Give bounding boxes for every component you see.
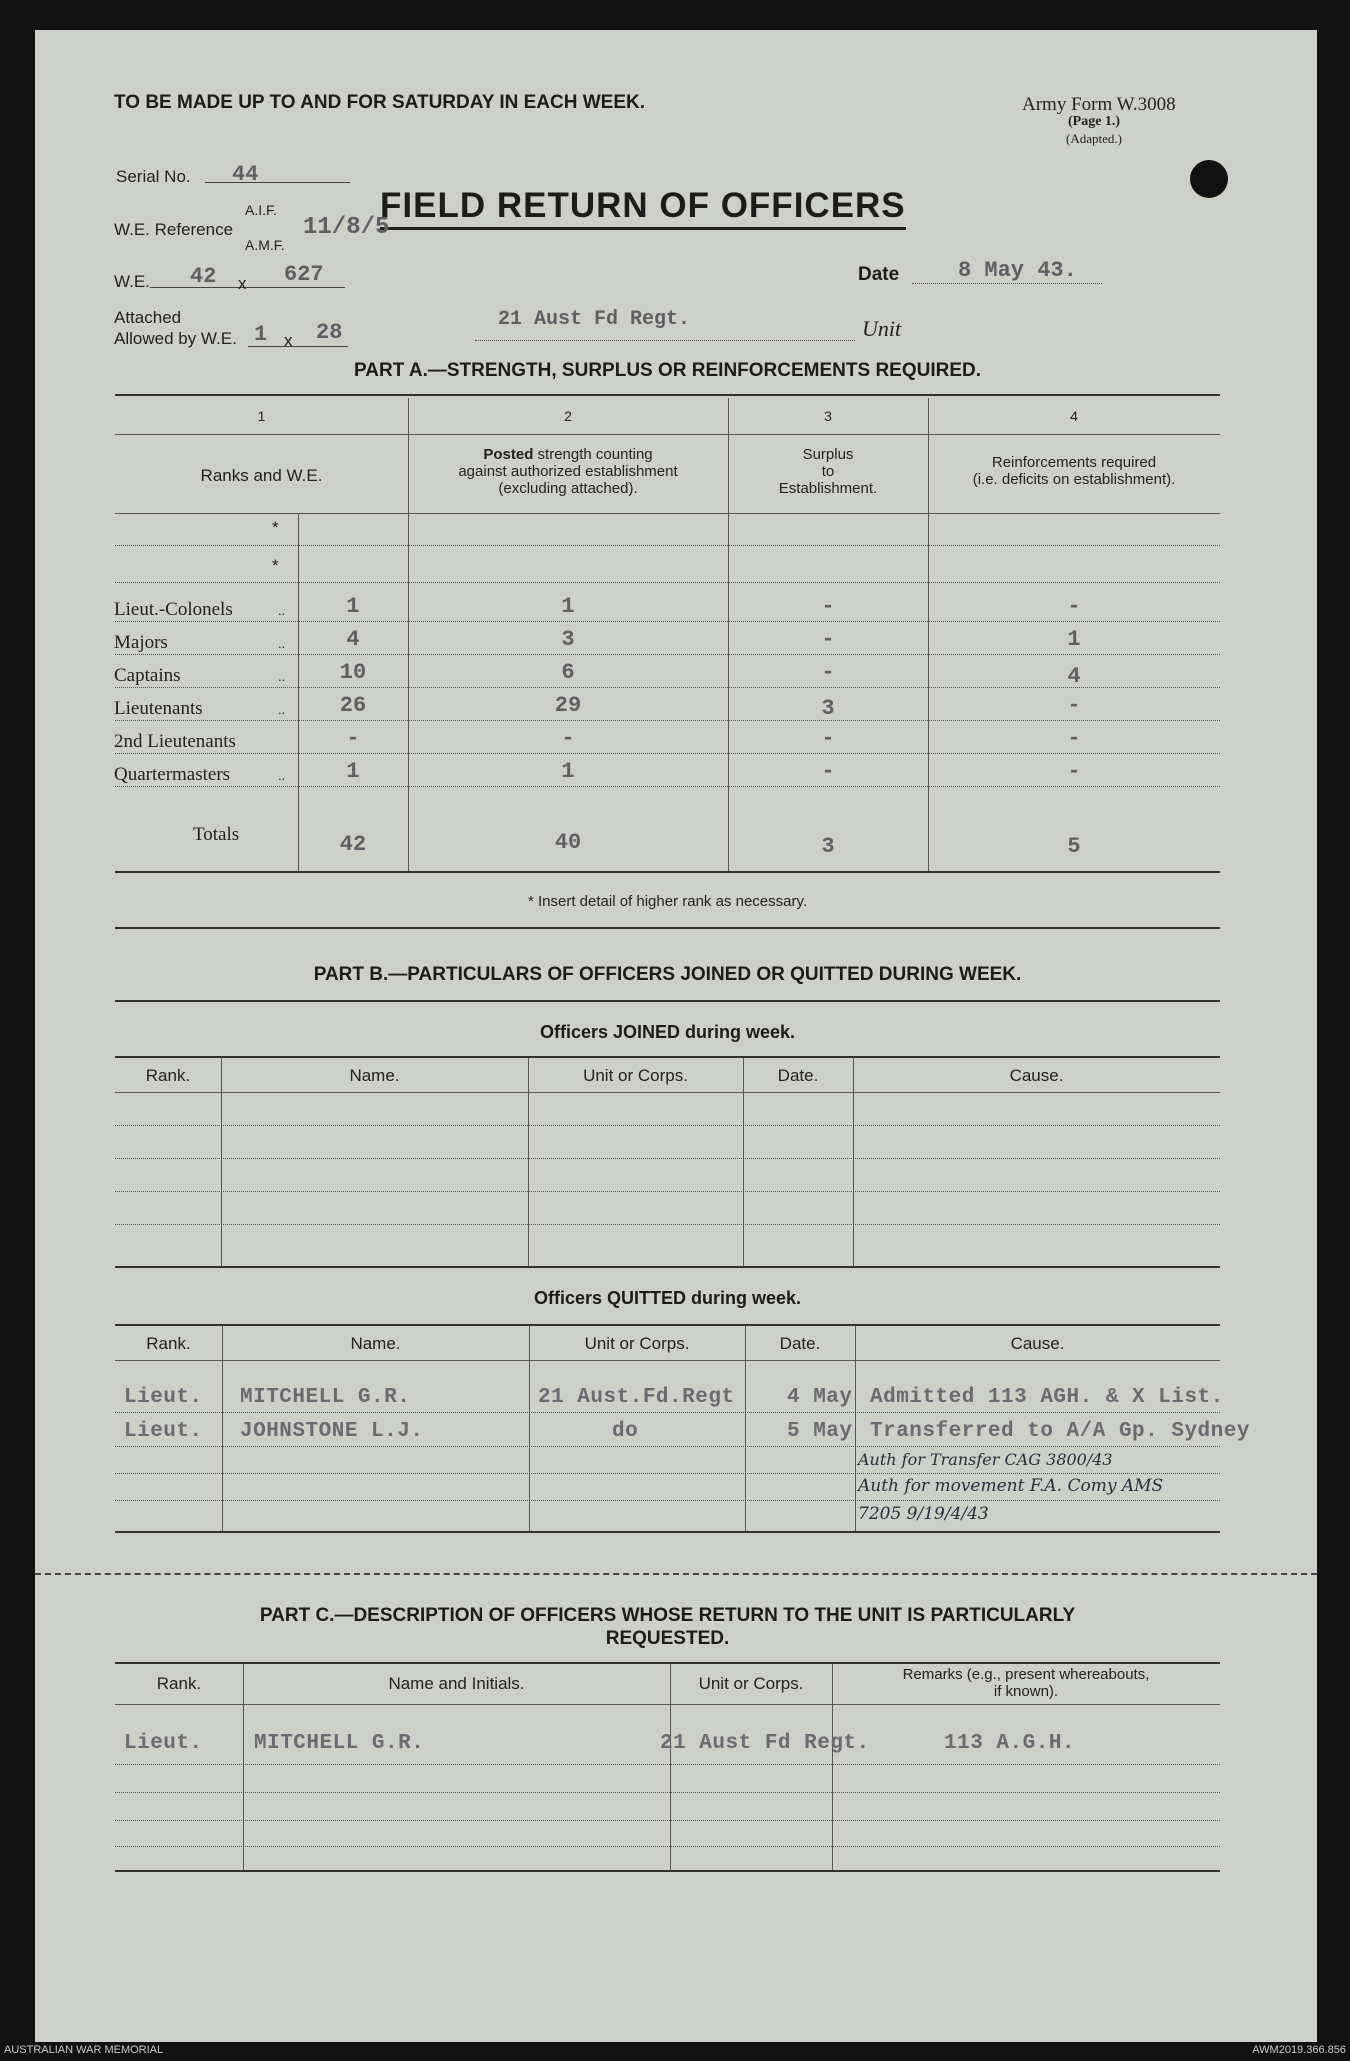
serial-label: Serial No. bbox=[116, 167, 191, 186]
part-a-title: PART A.—STRENGTH, SURPLUS OR REINFORCEMENTS REQUIRED. bbox=[353, 360, 982, 381]
handwritten-note-3: 7205 9/19/4/43 bbox=[858, 1504, 989, 1524]
quitted-header-date: Date. bbox=[779, 1334, 821, 1353]
quitted-title: Officers QUITTED during week. bbox=[533, 1288, 802, 1308]
page-title: FIELD RETURN OF OFFICERS bbox=[380, 186, 906, 230]
allowed-value-b: 28 bbox=[316, 320, 343, 345]
quitted-header-unit: Unit or Corps. bbox=[584, 1334, 690, 1353]
col-3-header: Surplus to Establishment. bbox=[778, 446, 878, 497]
footnote: * Insert detail of higher rank as necessary. bbox=[527, 893, 808, 910]
unit-value: 21 Aust Fd Regt. bbox=[498, 308, 691, 331]
part-c-header-name: Name and Initials. bbox=[388, 1674, 525, 1693]
total-posted: 40 bbox=[554, 830, 582, 855]
total-reinf: 5 bbox=[1067, 834, 1081, 859]
col-2-header: Posted strength counting against authorized establishment (excluding attached). bbox=[458, 446, 678, 497]
allowed-label: Allowed by W.E. bbox=[114, 329, 237, 348]
punch-hole bbox=[1190, 160, 1228, 198]
we-label: W.E. bbox=[114, 272, 150, 291]
joined-header-cause: Cause. bbox=[1009, 1066, 1064, 1085]
footer-right: AWM2019.366.856 bbox=[1252, 2044, 1346, 2056]
attached-label: Attached bbox=[114, 308, 182, 327]
part-c-header-unit: Unit or Corps. bbox=[698, 1674, 804, 1693]
footer-left: AUSTRALIAN WAR MEMORIAL bbox=[4, 2044, 164, 2056]
we-ref-label: W.E. Reference bbox=[114, 220, 234, 239]
allowed-x: x bbox=[284, 331, 293, 350]
total-surplus: 3 bbox=[821, 834, 835, 859]
quitted-header-name: Name. bbox=[350, 1334, 401, 1353]
joined-header-date: Date. bbox=[777, 1066, 819, 1085]
we-ref-value: 11/8/5 bbox=[303, 214, 390, 241]
amf-label: A.M.F. bbox=[245, 237, 285, 253]
serial-value: 44 bbox=[232, 162, 259, 187]
joined-title: Officers JOINED during week. bbox=[539, 1022, 796, 1042]
date-label: Date bbox=[858, 264, 900, 285]
date-value: 8 May 43. bbox=[958, 258, 1077, 283]
part-b-title: PART B.—PARTICULARS OF OFFICERS JOINED OR QUITTED DURING WEEK. bbox=[313, 964, 1022, 985]
col-2-number: 2 bbox=[564, 408, 572, 424]
allowed-value-a: 1 bbox=[254, 322, 268, 347]
part-c-header-rank: Rank. bbox=[156, 1674, 202, 1693]
handwritten-note-1: Auth for Transfer CAG 3800/43 bbox=[858, 1450, 1113, 1469]
part-c-title: PART C.—DESCRIPTION OF OFFICERS WHOSE RETURN TO THE UNIT IS PARTICULARLY REQUESTED. bbox=[259, 1605, 1076, 1649]
unit-label: Unit bbox=[862, 316, 902, 341]
quitted-header-rank: Rank. bbox=[146, 1334, 191, 1353]
page-label: (Page 1.) bbox=[1068, 114, 1121, 129]
part-c-header-remarks: Remarks (e.g., present whereabouts, if known). bbox=[902, 1666, 1150, 1700]
joined-header-name: Name. bbox=[349, 1066, 400, 1085]
joined-header-rank: Rank. bbox=[145, 1066, 191, 1085]
asterisk-row-1: * bbox=[272, 518, 279, 537]
adapted-label: (Adapted.) bbox=[1066, 131, 1122, 146]
joined-header-unit: Unit or Corps. bbox=[583, 1066, 688, 1085]
we-value-b: 627 bbox=[284, 262, 324, 287]
aif-label: A.I.F. bbox=[245, 202, 277, 218]
totals-label: Totals bbox=[193, 824, 240, 845]
we-x: x bbox=[238, 274, 247, 293]
quitted-header-cause: Cause. bbox=[1010, 1334, 1065, 1353]
asterisk-row-2: * bbox=[272, 556, 279, 575]
col-1-number: 1 bbox=[257, 408, 266, 424]
handwritten-note-2: Auth for movement F.A. Comy AMS bbox=[858, 1476, 1164, 1496]
col-1-header: Ranks and W.E. bbox=[200, 466, 323, 485]
instruction-text: TO BE MADE UP TO AND FOR SATURDAY IN EACH WEEK. bbox=[114, 92, 645, 113]
perforation-line bbox=[35, 1573, 1317, 1575]
col-4-number: 4 bbox=[1070, 408, 1078, 424]
army-form-label: Army Form W.3008 bbox=[1022, 94, 1176, 115]
we-value-a: 42 bbox=[190, 264, 217, 289]
col-3-number: 3 bbox=[824, 408, 832, 424]
total-we: 42 bbox=[339, 832, 367, 857]
col-4-header: Reinforcements required (i.e. deficits on establishment). bbox=[972, 454, 1176, 488]
